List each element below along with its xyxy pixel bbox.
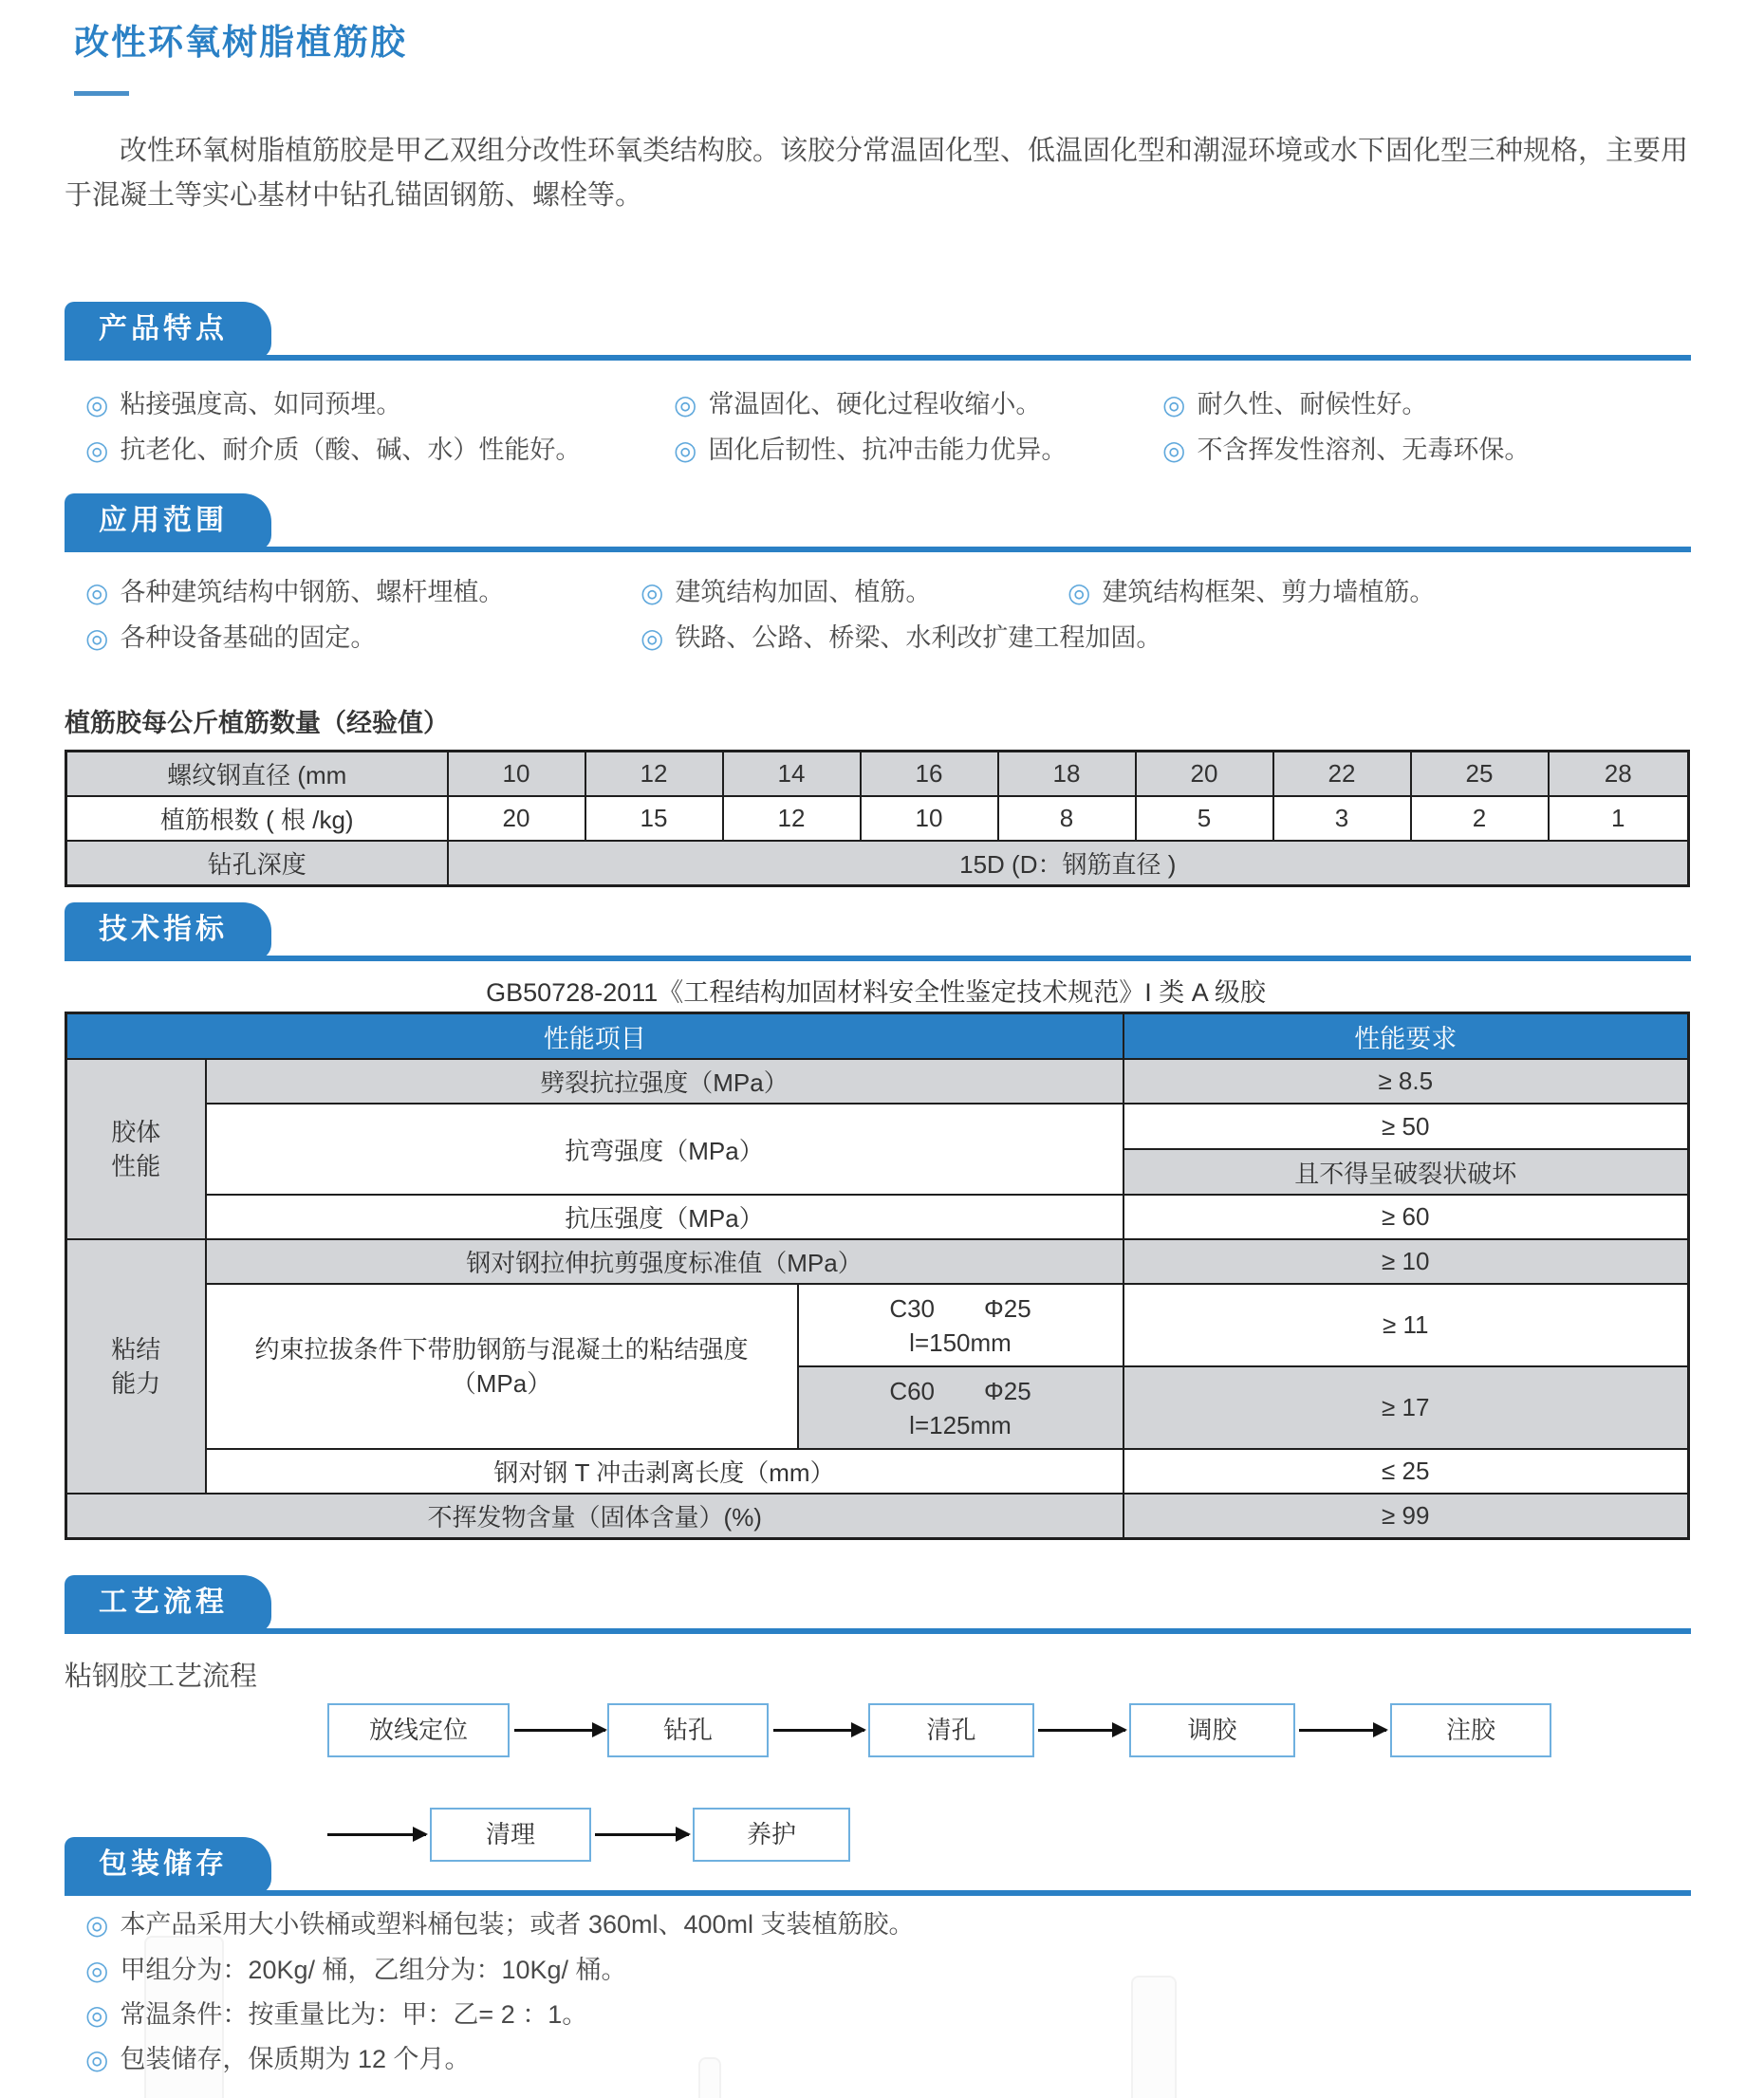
application-text: 铁路、公路、桥梁、水利改扩建工程加固。	[675, 623, 1162, 652]
bullet-icon: ◎	[1162, 390, 1186, 419]
intro-paragraph: 改性环氧树脂植筋胶是甲乙双组分改性环氧类结构胶。该胶分常温固化型、低温固化型和潮湿环境或水下固化型三种规格，主要用于混凝土等实心基材中钻孔锚固钢筋、螺栓等。	[65, 136, 1689, 211]
property-label: 约束拉拔条件下带肋钢筋与混凝土的粘结强度 （MPa）	[206, 1284, 798, 1449]
cell: 22	[1273, 752, 1411, 797]
flow-step: 清孔	[868, 1703, 1034, 1757]
feature-text: 粘接强度高、如同预埋。	[120, 390, 402, 418]
requirement-value: ≥ 10	[1123, 1239, 1689, 1284]
section-rule-packaging	[65, 1890, 1691, 1896]
feature-text: 不含挥发性溶剂、无毒环保。	[1197, 436, 1531, 464]
cell: 25	[1411, 752, 1549, 797]
section-badge-tech	[65, 902, 271, 959]
feature-item	[1162, 383, 1427, 420]
table-row	[66, 796, 1689, 841]
section-rule-process	[65, 1628, 1691, 1634]
feature-item	[1162, 429, 1530, 466]
table-row	[66, 1104, 1689, 1149]
application-item	[85, 617, 376, 654]
cell: 10	[861, 796, 998, 841]
flow-step: 注胶	[1390, 1703, 1551, 1757]
feature-item	[85, 383, 401, 420]
application-item	[85, 571, 504, 608]
bullet-icon: ◎	[85, 390, 109, 419]
flow-step: 放线定位	[327, 1703, 510, 1757]
requirement-value: ≥ 50	[1123, 1104, 1689, 1149]
flow-arrow-icon	[1299, 1729, 1386, 1732]
cell: 10	[448, 752, 585, 797]
section-badge-packaging	[65, 1837, 271, 1894]
cell: 28	[1549, 752, 1689, 797]
table-row	[66, 1195, 1689, 1239]
flow-arrow-icon	[595, 1833, 689, 1836]
table-row	[66, 1494, 1689, 1538]
section-heading-packaging: 包装储存	[99, 1848, 228, 1880]
cell: 8	[998, 796, 1136, 841]
table-row	[66, 1013, 1689, 1060]
requirement-value: ≥ 60	[1123, 1195, 1689, 1239]
requirement-value: ≥ 11	[1123, 1284, 1689, 1366]
flow-step: 养护	[693, 1808, 850, 1862]
cell: 20	[1136, 752, 1273, 797]
group-label: 胶体 性能	[66, 1059, 206, 1239]
bullet-icon: ◎	[1068, 578, 1091, 607]
group-label: 粘结 能力	[66, 1239, 206, 1494]
table-row	[66, 1239, 1689, 1284]
property-label: 抗压强度（MPa）	[206, 1195, 1123, 1239]
table-row	[66, 1449, 1689, 1494]
requirement-value: ≥ 8.5	[1123, 1059, 1689, 1104]
feature-text: 抗老化、耐介质（酸、碱、水）性能好。	[120, 436, 582, 464]
feature-item	[674, 383, 1041, 420]
test-condition: C30 Φ25 l=150mm	[798, 1284, 1123, 1366]
flow-step: 清理	[430, 1808, 591, 1862]
packaging-text: 常温条件：按重量比为：甲：乙= 2 ：1。	[120, 2000, 588, 2029]
column-header: 性能项目	[66, 1013, 1123, 1060]
packaging-text: 甲组分为：20Kg/ 桶，乙组分为：10Kg/ 桶。	[120, 1956, 627, 1984]
table-row	[66, 1059, 1689, 1104]
bullet-icon: ◎	[641, 623, 664, 653]
section-heading-features: 产品特点	[99, 313, 228, 344]
section-rule-tech	[65, 956, 1691, 961]
bullet-icon: ◎	[85, 1956, 109, 1985]
tech-standard-caption: GB50728-2011《工程结构加固材料安全性鉴定技术规范》I 类 A 级胶	[486, 978, 1266, 1007]
page-title: 改性环氧树脂植筋胶	[74, 23, 407, 62]
bullet-icon: ◎	[85, 2000, 109, 2030]
application-item	[1068, 571, 1435, 608]
property-label: 不挥发物含量（固体含量）(%)	[66, 1494, 1123, 1538]
cell: 3	[1273, 796, 1411, 841]
cell: 15D (D：钢筋直径 )	[448, 841, 1689, 886]
section-rule-applications	[65, 547, 1691, 552]
flow-step: 调胶	[1129, 1703, 1295, 1757]
flow-step: 钻孔	[607, 1703, 769, 1757]
bullet-icon: ◎	[641, 578, 664, 607]
bullet-icon: ◎	[85, 623, 109, 653]
application-text: 各种建筑结构中钢筋、螺杆埋植。	[120, 578, 505, 606]
feature-text: 固化后韧性、抗冲击能力优异。	[708, 436, 1068, 464]
rebar-table	[65, 750, 1690, 887]
application-item	[641, 617, 1161, 654]
section-heading-tech: 技术指标	[99, 914, 228, 945]
bullet-icon: ◎	[1162, 436, 1186, 465]
application-text: 各种设备基础的固定。	[120, 623, 377, 652]
cell: 14	[723, 752, 861, 797]
watermark	[698, 2057, 721, 2098]
application-text: 建筑结构框架、剪力墙植筋。	[1102, 578, 1436, 606]
cell: 1	[1549, 796, 1689, 841]
cell: 5	[1136, 796, 1273, 841]
section-badge-applications	[65, 493, 271, 550]
section-heading-applications: 应用范围	[99, 505, 228, 536]
table-row	[66, 841, 1689, 886]
tech-table	[65, 1012, 1690, 1540]
bullet-icon: ◎	[85, 1910, 109, 1940]
feature-text: 常温固化、硬化过程收缩小。	[708, 390, 1042, 418]
packaging-text: 包装储存，保质期为 12 个月。	[120, 2045, 471, 2073]
bullet-icon: ◎	[85, 436, 109, 465]
cell: 16	[861, 752, 998, 797]
flow-label: 粘钢胶工艺流程	[65, 1662, 258, 1692]
application-item	[641, 571, 931, 608]
bullet-icon: ◎	[674, 390, 697, 419]
watermark	[1131, 1976, 1177, 2098]
watermark	[144, 1936, 224, 2098]
cell: 12	[723, 796, 861, 841]
table-row	[66, 752, 1689, 797]
cell: 15	[585, 796, 723, 841]
flow-arrow-icon	[327, 1833, 426, 1836]
packaging-item	[85, 2038, 470, 2075]
requirement-value: 且不得呈破裂状破坏	[1123, 1149, 1689, 1195]
property-label: 钢对钢拉伸抗剪强度标准值（MPa）	[206, 1239, 1123, 1284]
table-row	[66, 1284, 1689, 1366]
test-condition: C60 Φ25 l=125mm	[798, 1366, 1123, 1449]
cell: 2	[1411, 796, 1549, 841]
cell: 18	[998, 752, 1136, 797]
feature-item	[674, 429, 1067, 466]
bullet-icon: ◎	[85, 578, 109, 607]
flow-arrow-icon	[773, 1729, 864, 1732]
row-label: 钻孔深度	[66, 841, 448, 886]
property-label: 钢对钢 T 冲击剥离长度（mm）	[206, 1449, 1123, 1494]
bullet-icon: ◎	[674, 436, 697, 465]
section-badge-features	[65, 302, 271, 359]
application-text: 建筑结构加固、植筋。	[675, 578, 932, 606]
row-label: 植筋根数 ( 根 /kg)	[66, 796, 448, 841]
section-badge-process	[65, 1575, 271, 1632]
row-label: 螺纹钢直径 (mm	[66, 752, 448, 797]
requirement-value: ≥ 99	[1123, 1494, 1689, 1538]
cell: 12	[585, 752, 723, 797]
cell: 20	[448, 796, 585, 841]
requirement-value: ≥ 17	[1123, 1366, 1689, 1449]
feature-text: 耐久性、耐候性好。	[1197, 390, 1428, 418]
feature-item	[85, 429, 581, 466]
packaging-text: 本产品采用大小铁桶或塑料桶包装；或者 360ml、400ml 支装植筋胶。	[120, 1910, 915, 1939]
bullet-icon: ◎	[85, 2045, 109, 2074]
property-label: 抗弯强度（MPa）	[206, 1104, 1123, 1195]
requirement-value: ≤ 25	[1123, 1449, 1689, 1494]
property-label: 劈裂抗拉强度（MPa）	[206, 1059, 1123, 1104]
section-rule-features	[65, 355, 1691, 361]
section-heading-process: 工艺流程	[99, 1587, 228, 1618]
rebar-table-caption: 植筋胶每公斤植筋数量（经验值）	[65, 709, 449, 737]
column-header: 性能要求	[1123, 1013, 1689, 1060]
flow-arrow-icon	[1038, 1729, 1125, 1732]
flow-arrow-icon	[514, 1729, 605, 1732]
title-underline	[74, 91, 129, 96]
